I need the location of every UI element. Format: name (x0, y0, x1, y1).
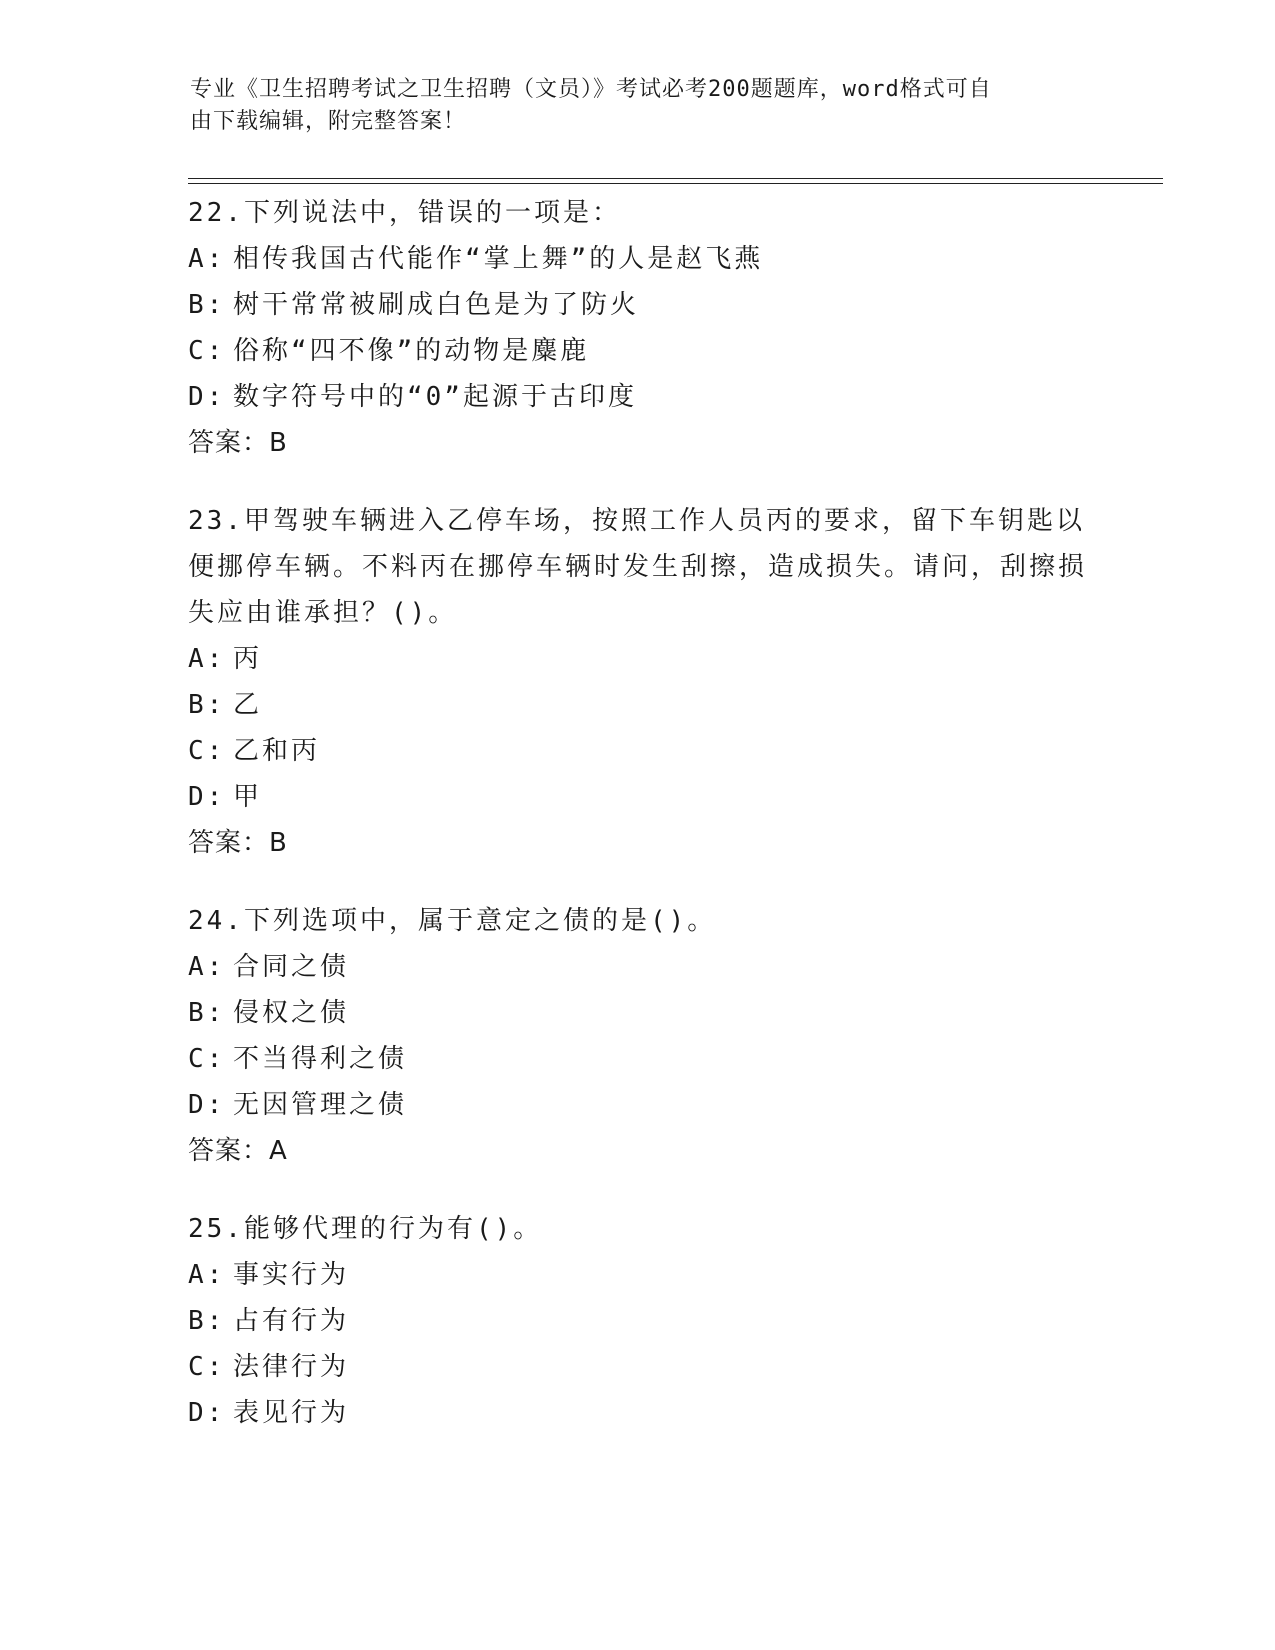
option-text: 数字符号中的“0”起源于古印度 (233, 382, 637, 412)
option-label: B: (188, 998, 226, 1028)
option-text: 合同之债 (233, 952, 350, 982)
option-label: D: (188, 382, 226, 412)
option-c (188, 328, 1148, 374)
option-label: B: (188, 1306, 226, 1336)
option-text: 乙和丙 (233, 736, 321, 766)
option-d (188, 774, 1148, 820)
question-23 (188, 498, 1148, 866)
question-stem: 23.甲驾驶车辆进入乙停车场，按照工作人员丙的要求，留下车钥匙以便挪停车辆。不料丙在挪停车辆时发生刮擦，造成损失。请问，刮擦损失应由谁承担？()。 (188, 506, 1088, 628)
question-22 (188, 190, 1148, 466)
option-text: 占有行为 (233, 1306, 350, 1336)
header-line-1: 专业《卫生招聘考试之卫生招聘（文员）》考试必考200题题库，word格式可自 (190, 77, 992, 102)
option-a (188, 1252, 1148, 1298)
option-text: 甲 (233, 782, 263, 812)
option-label: D: (188, 1398, 226, 1428)
option-text: 侵权之债 (233, 998, 350, 1028)
option-label: A: (188, 244, 226, 274)
option-b (188, 990, 1148, 1036)
header-line-2: 由下载编辑，附完整答案！ (190, 109, 467, 134)
option-c (188, 1344, 1148, 1390)
option-label: C: (188, 1352, 226, 1382)
option-d (188, 374, 1148, 420)
option-b (188, 282, 1148, 328)
option-text: 不当得利之债 (233, 1044, 408, 1074)
question-25 (188, 1206, 1148, 1436)
option-d (188, 1082, 1148, 1128)
option-a (188, 944, 1148, 990)
option-text: 树干常常被刷成白色是为了防火 (233, 290, 640, 320)
option-d (188, 1390, 1148, 1436)
answer: 答案：B (188, 428, 288, 458)
option-label: D: (188, 1090, 226, 1120)
option-text: 表见行为 (233, 1398, 350, 1428)
option-a (188, 636, 1148, 682)
option-text: 相传我国古代能作“掌上舞”的人是赵飞燕 (233, 244, 764, 274)
question-24 (188, 898, 1148, 1174)
option-text: 丙 (233, 644, 263, 674)
option-label: C: (188, 736, 226, 766)
question-stem: 25.能够代理的行为有()。 (188, 1214, 543, 1244)
header-divider-top (188, 178, 1163, 179)
option-b (188, 682, 1148, 728)
option-text: 法律行为 (233, 1352, 350, 1382)
question-list (188, 190, 1148, 1468)
option-text: 事实行为 (233, 1260, 350, 1290)
option-text: 俗称“四不像”的动物是麋鹿 (233, 336, 590, 366)
option-c (188, 1036, 1148, 1082)
question-stem: 22.下列说法中，错误的一项是： (188, 198, 621, 228)
option-label: C: (188, 336, 226, 366)
option-label: A: (188, 952, 226, 982)
answer: 答案：A (188, 1136, 288, 1166)
question-stem: 24.下列选项中，属于意定之债的是()。 (188, 906, 717, 936)
option-label: A: (188, 644, 226, 674)
option-a (188, 236, 1148, 282)
option-text: 无因管理之债 (233, 1090, 408, 1120)
option-label: C: (188, 1044, 226, 1074)
answer: 答案：B (188, 828, 288, 858)
option-label: B: (188, 690, 226, 720)
option-b (188, 1298, 1148, 1344)
option-label: D: (188, 782, 226, 812)
header-divider-bottom (188, 183, 1163, 184)
option-label: A: (188, 1260, 226, 1290)
option-label: B: (188, 290, 226, 320)
option-c (188, 728, 1148, 774)
option-text: 乙 (233, 690, 263, 720)
document-header (190, 74, 1090, 138)
